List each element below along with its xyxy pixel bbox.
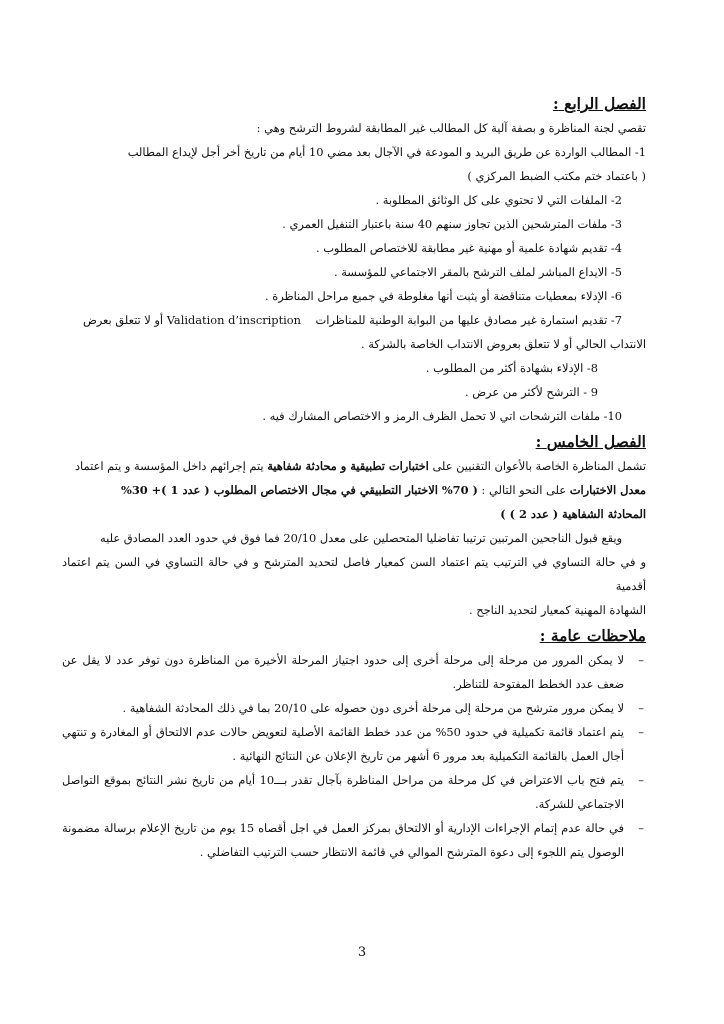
chapter-5-heading	[62, 430, 646, 454]
note-dash: –	[638, 653, 644, 667]
note-item-4	[62, 768, 646, 816]
chapter-4-item-7	[62, 308, 646, 332]
chapter-4-item-4: 4- تقديم شهادة علمية أو مهنية غير مطابقة للاختصاص المطلوب .	[315, 241, 622, 255]
note-item-2	[62, 696, 646, 720]
general-notes-title: ملاحظات عامة	[550, 626, 646, 645]
chapter-4-heading	[62, 92, 646, 116]
chapter-5-paragraph-3: المحادثة الشفاهية ( عدد 2 ) )	[500, 507, 646, 521]
chapter-5-p2-bold-formula: ( 70% الاختبار التطبيقي في مجال الاختصاص المطلوب ( عدد 1 )+ 30%	[120, 483, 478, 497]
chapter-5-paragraph-4: ويقع قبول الناجحين المرتبين ترتيبا تفاضليا المتحصلين على معدل 20/10 فما فوق في حدود العدد المصادق عليه	[100, 531, 622, 545]
note-text-3: يتم اعتماد قائمة تكميلية في حدود 50% من عدد خطط القائمة الأصلية لتعويض حالات عدم الالتحاق أو المغادرة و تنتهي أجال العمل بالقائمة التكميلية بعد مرور 6 أشهر من تاريخ الإعلان عن النتائج النهائية .	[62, 725, 624, 763]
chapter-4-item-6: 6- الإدلاء بمعطيات متناقضة أو يثبت أنها مغلوطة في جميع مراحل المناظرة .	[265, 289, 622, 303]
chapter-5-paragraph-1	[62, 454, 646, 478]
chapter-4-item-7-part-b: أو لا تتعلق بعرض	[82, 313, 164, 327]
chapter-5-p1-bold: اختبارات تطبيقية و محادثة شفاهية	[267, 459, 429, 473]
note-dash: –	[638, 821, 644, 835]
chapter-4-item-7-part-a: 7- تقديم استمارة غير مصادق عليها من البوابة الوطنية للمناظرات	[315, 313, 622, 327]
chapter-4-item-1-continued: ( باعتماد ختم مكتب الضبط المركزي )	[467, 169, 646, 183]
chapter-4-item-1: 1- المطالب الواردة عن طريق البريد و المودعة في الآجال بعد مضي 10 أيام من تاريخ أخر أجل لإيداع المطالب	[127, 145, 646, 159]
page-content	[62, 92, 646, 864]
note-text-1: لا يمكن المرور من مرحلة إلى مرحلة أخرى إلى حدود اجتياز المرحلة الأخيرة من المناظرة دون توفر عدد لا يقل عن ضعف عدد الخطط المفتوحة للتناظر.	[62, 653, 624, 691]
chapter-4-item-3: 3- ملفات المترشحين الذين تجاوز سنهم 40 سنة باعتبار التنفيل العمري .	[282, 217, 622, 231]
chapter-5-paragraph-2	[62, 478, 646, 502]
chapter-4-colon: :	[552, 94, 559, 113]
chapter-4-item-9: 9 - الترشح لأكثر من عرض .	[465, 385, 598, 399]
chapter-4-intro: تقصي لجنة المناظرة و بصفة آلية كل المطالب غير المطابقة لشروط الترشح وهي :	[256, 121, 646, 135]
note-dash: –	[638, 725, 644, 739]
note-dash: –	[638, 773, 644, 787]
chapter-4-title: الفصل الرابع	[564, 94, 646, 113]
chapter-5-paragraph-6: الشهادة المهنية كمعيار لتحديد الناجح .	[469, 603, 646, 617]
chapter-4-item-10: 10- ملفات الترشحات اتي لا تحمل الظرف الرمز و الاختصاص المشارك فيه .	[262, 409, 622, 423]
chapter-4-item-7-continued: الانتداب الحالي أو لا تتعلق بعروض الانتداب الخاصة بالشركة .	[361, 337, 646, 351]
validation-inscription-term: Validation d’inscription	[166, 313, 302, 327]
chapter-4-item-2: 2- الملفات التي لا تحتوي على كل الوثائق المطلوبة .	[375, 193, 622, 207]
chapter-5-paragraph-5: و في حالة التساوي في الترتيب يتم اعتماد السن كمعيار فاصل لتحديد المترشح و في حالة التساوي في السن يتم اعتماد أقدمية	[62, 555, 646, 593]
note-text-4: يتم فتح باب الاعتراض في كل مرحلة من مراحل المناظرة بآجال تقدر بـــ10 أيام من تاريخ نشر النتائج بموقع التواصل الاجتماعي للشركة.	[62, 773, 625, 811]
chapter-5-p1-start: تشمل المناظرة الخاصة بالأعوان التقنيين على	[432, 459, 646, 473]
general-notes-colon: :	[539, 626, 546, 645]
chapter-4-item-8: 8- الإدلاء بشهادة أكثر من المطلوب .	[425, 361, 598, 375]
note-item-5	[62, 816, 646, 864]
note-item-1	[62, 648, 646, 696]
chapter-4-item-5: 5- الايداع المباشر لملف الترشح بالمقر الاجتماعي للمؤسسة .	[333, 265, 622, 279]
note-item-3	[62, 720, 646, 768]
chapter-5-title: الفصل الخامس	[546, 432, 646, 451]
chapter-5-p2-bold-start: معدل الاختبارات	[569, 483, 646, 497]
chapter-5-p2-middle: على النحو التالي :	[481, 483, 567, 497]
chapter-5-p1-end: يتم إجرائهم داخل المؤسسة و يتم اعتماد	[74, 459, 264, 473]
general-notes-heading	[62, 624, 646, 648]
note-text-5: في حالة عدم إتمام الإجراءات الإدارية أو الالتحاق بمركز العمل في اجل أقصاه 15 يوم من تاريخ الإعلام برسالة مضمونة الوصول يتم اللجوء إلى دعوة المترشح الموالي في قائمة الانتظار حسب الترتيب التفاضلي .	[62, 821, 625, 859]
page-number: 3	[357, 945, 367, 960]
note-text-2: لا يمكن مرور مترشح من مرحلة إلى مرحلة أخرى دون حصوله على 20/10 بما في ذلك المحادثة الشفاهية .	[122, 701, 624, 715]
chapter-5-colon: :	[535, 432, 542, 451]
note-dash: –	[638, 701, 644, 715]
